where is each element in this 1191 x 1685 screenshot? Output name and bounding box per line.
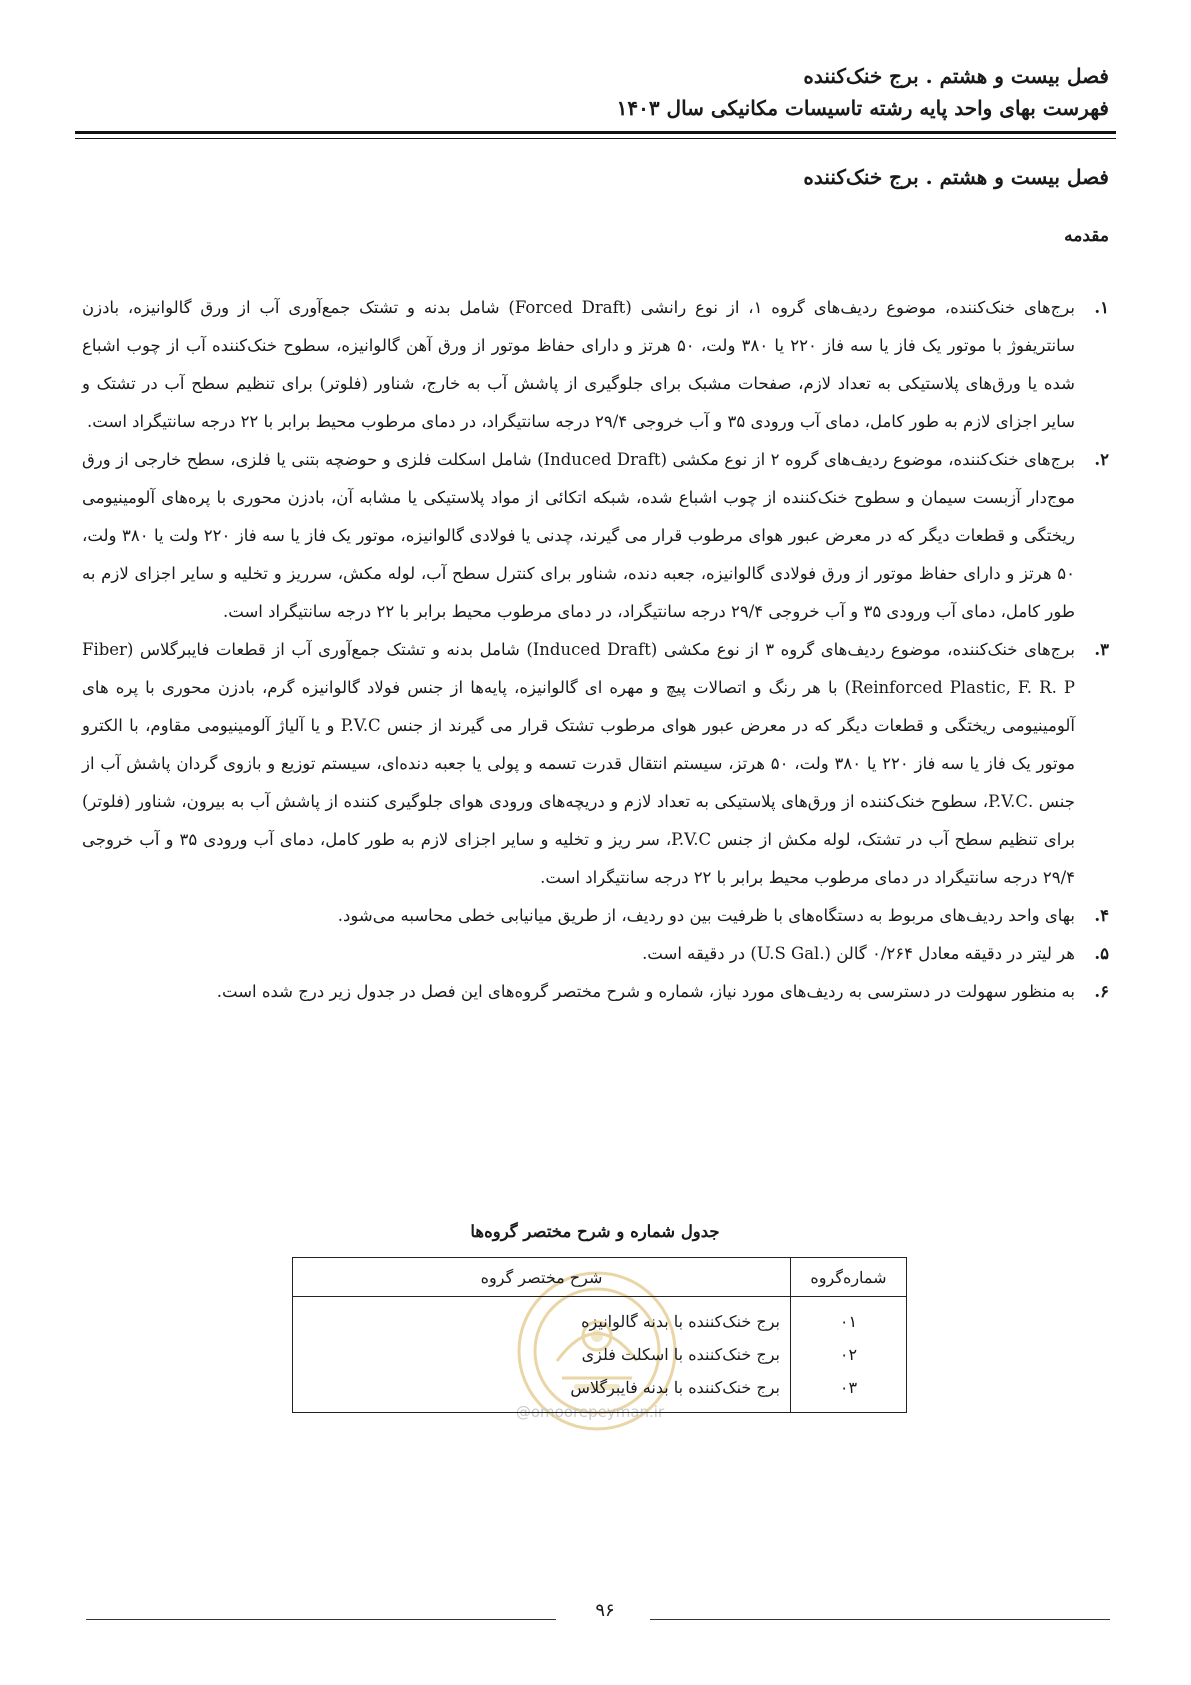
watermark-url: @omoorepeyman.ir [515, 1403, 665, 1421]
column-header-description: شرح مختصر گروه [293, 1258, 791, 1297]
item-number: ۱. [1094, 298, 1109, 317]
item-text: هر لیتر در دقیقه معادل ۰/۲۶۴ گالن (.U.S Gal) در دقیقه است. [642, 944, 1075, 963]
item-number: ۶. [1094, 982, 1109, 1001]
item-text: برج‌های خنک‌کننده، موضوع ردیف‌های گروه ۱، از نوع رانشی (Forced Draft) شامل بدنه و تشتک جمع‌آوری آب از ورق گالوانیزه، بادزن سانتریفوژ با موتور یک فاز یا سه فاز ۲۲۰ یا ۳۸۰ ولت، ۵۰ هرتز و دارای حفاظ موتور از ورق آهن گالوانیزه، سطوح خنک‌کننده آب از چوب اشباع شده یا ورق‌های پلاستیکی به تعداد لازم، صفحات مشبک برای جلوگیری از پاشش آب به خارج، شناور (فلوتر) برای تنظیم سطح آب در تشتک و سایر اجزای لازم به طور کامل، دمای آب ورودی ۳۵ و آب خروجی ۲۹/۴ درجه سانتیگراد، در دمای مرطوب محیط برابر با ۲۲ درجه سانتیگراد است. [82, 298, 1076, 431]
table-row [293, 1297, 907, 1339]
intro-item-4 [82, 897, 1109, 935]
table-header-row [293, 1258, 907, 1297]
intro-item-5 [82, 935, 1109, 973]
intro-item-6 [82, 973, 1109, 1011]
group-number-cell: ۰۳ [791, 1371, 907, 1413]
intro-item-2 [82, 441, 1109, 631]
item-number: ۳. [1094, 640, 1109, 659]
group-number-cell: ۰۲ [791, 1338, 907, 1371]
intro-item-3 [82, 631, 1109, 897]
intro-items-list [82, 289, 1109, 1011]
footer-rule-right [650, 1619, 1110, 1620]
item-number: ۲. [1094, 450, 1109, 469]
intro-item-1 [82, 289, 1109, 441]
item-number: ۵. [1094, 944, 1109, 963]
header-chapter-line: فصل بیست و هشتم . برج خنک‌کننده [803, 64, 1109, 88]
groups-table [292, 1257, 907, 1413]
header-rule-thick [75, 131, 1116, 134]
group-number-cell: ۰۱ [791, 1297, 907, 1339]
running-header [617, 60, 1109, 124]
item-number: ۴. [1094, 906, 1109, 925]
group-description-cell: برج خنک‌کننده با بدنه گالوانیزه [293, 1297, 791, 1339]
chapter-title: فصل بیست و هشتم . برج خنک‌کننده [803, 165, 1109, 189]
group-description-cell: برج خنک‌کننده با بدنه فایبرگلاس [293, 1371, 791, 1413]
table-row [293, 1338, 907, 1371]
header-rule-thin [75, 138, 1116, 139]
footer-rule-left [86, 1619, 556, 1620]
page-number: ۹۶ [595, 1600, 615, 1621]
item-text: برج‌های خنک‌کننده، موضوع ردیف‌های گروه ۲ از نوع مکشی (Induced Draft) شامل اسکلت فلزی و حوضچه بتنی یا فلزی، سطح خارجی از ورق موج‌دار آزبست سیمان و سطوح خنک‌کننده از چوب اشباع شده، شبکه اتکائی از مواد پلاستیکی یا مشابه آن، بادزن محوری با پره‌های آلومینیومی ریختگی و قطعات دیگر که در معرض عبور هوای مرطوب قرار می گیرند، چدنی یا فولادی گالوانیزه، موتور یک فاز یا سه فاز ۲۲۰ ولت یا ۳۸۰ ولت، ۵۰ هرتز و دارای حفاظ موتور از ورق فولادی گالوانیزه، جعبه دنده، شناور برای کنترل سطح آب، لوله مکش، سرریز و تخلیه و سایر اجزای لازم به طور کامل، دمای آب ورودی ۳۵ و آب خروجی ۲۹/۴ درجه سانتیگراد، در دمای مرطوب محیط برابر با ۲۲ درجه سانتیگراد است. [82, 450, 1075, 621]
table-caption: جدول شماره و شرح مختصر گروه‌ها [470, 1222, 720, 1241]
item-text: برج‌های خنک‌کننده، موضوع ردیف‌های گروه ۳ از نوع مکشی (Induced Draft) شامل بدنه و تشتک جمع‌آوری آب از قطعات فایبرگلاس (Fiber Reinforced Plastic, F. R. P) با هر رنگ و اتصالات پیچ و مهره ای گالوانیزه، پایه‌ها از جنس فولاد گالوانیزه گرم، بادزن محوری با پره های آلومینیومی ریختگی و قطعات دیگر که در معرض عبور هوای مرطوب تشتک قرار می گیرند از جنس P.V.C و یا آلیاژ آلومینیومی مقاوم، با الکترو موتور یک فاز یا سه فاز ۲۲۰ یا ۳۸۰ ولت، ۵۰ هرتز، سیستم انتقال قدرت تسمه و پولی یا جعبه دنده‌ای، سیستم توزیع و بازوی گردان پاشش آب از جنس .P.V.C، سطوح خنک‌کننده از ورق‌های پلاستیکی به تعداد لازم و دریچه‌های ورودی هوای جلوگیری کننده از پاشش آب به بیرون، شناور (فلوتر) برای تنظیم سطح آب در تشتک، لوله مکش از جنس P.V.C، سر ریز و تخلیه و سایر اجزای لازم به طور کامل، دمای آب ورودی ۳۵ و آب خروجی ۲۹/۴ درجه سانتیگراد در دمای مرطوب محیط برابر با ۲۲ درجه سانتیگراد است. [82, 640, 1076, 887]
column-header-group-number: شماره‌گروه [791, 1258, 907, 1297]
table-row [293, 1371, 907, 1413]
item-text: به منظور سهولت در دسترسی به ردیف‌های مورد نیاز، شماره و شرح مختصر گروه‌های این فصل در جدول زیر درج شده است. [216, 982, 1075, 1001]
item-text: بهای واحد ردیف‌های مربوط به دستگاه‌های با ظرفیت بین دو ردیف، از طریق میانیابی خطی محاسبه می‌شود. [337, 906, 1075, 925]
group-description-cell: برج خنک‌کننده با اسکلت فلزی [293, 1338, 791, 1371]
header-catalog-line: فهرست بهای واحد پایه رشته تاسیسات مکانیکی سال ۱۴۰۳ [616, 96, 1109, 120]
intro-heading: مقدمه [1064, 226, 1109, 246]
